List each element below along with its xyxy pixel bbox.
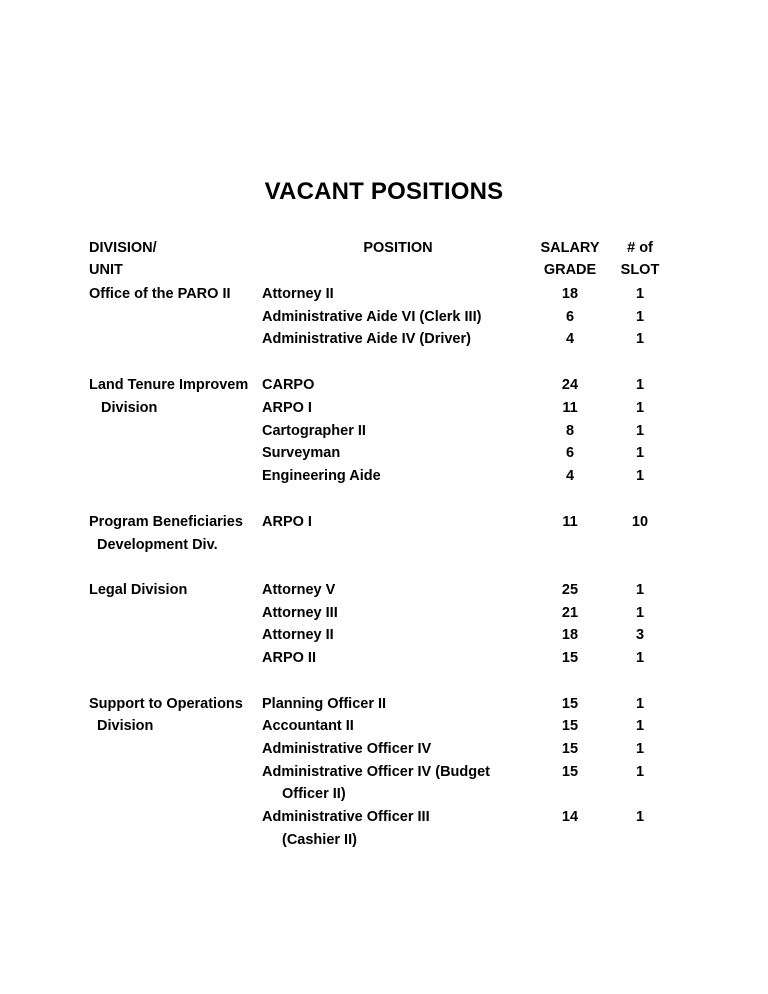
table-row-position: Planning Officer II bbox=[262, 696, 387, 712]
division-name: Program Beneficiaries bbox=[89, 514, 243, 530]
table-row-slots: 1 bbox=[635, 468, 645, 484]
table-row-grade: 6 bbox=[565, 445, 575, 461]
table-row-grade: 21 bbox=[561, 605, 579, 621]
division-name: Support to Operations bbox=[89, 696, 243, 712]
table-row-grade: 25 bbox=[561, 582, 579, 598]
table-row-position: ARPO I bbox=[262, 400, 312, 416]
table-row-position: Administrative Officer IV bbox=[262, 741, 432, 757]
table-row-grade: 24 bbox=[561, 377, 579, 393]
table-row-slots: 1 bbox=[635, 809, 645, 825]
table-row-slots: 3 bbox=[635, 627, 645, 643]
table-row-slots: 1 bbox=[635, 377, 645, 393]
table-row-grade: 8 bbox=[565, 423, 575, 439]
table-row-slots: 1 bbox=[635, 445, 645, 461]
table-row-slots: 1 bbox=[635, 582, 645, 598]
division-name: Office of the PARO II bbox=[89, 286, 231, 302]
division-name-cont: Development Div. bbox=[97, 537, 218, 553]
table-row-position: Attorney V bbox=[262, 582, 336, 598]
table-row-position: ARPO I bbox=[262, 514, 312, 530]
table-row-grade: 14 bbox=[561, 809, 579, 825]
table-row-grade: 15 bbox=[561, 696, 579, 712]
table-row-position-cont: (Cashier II) bbox=[282, 832, 357, 848]
table-row-slots: 1 bbox=[635, 741, 645, 757]
table-row-position-cont: Officer II) bbox=[282, 786, 346, 802]
table-row-position: Attorney III bbox=[262, 605, 338, 621]
table-row-position: Administrative Officer III bbox=[262, 809, 430, 825]
table-row-slots: 1 bbox=[635, 331, 645, 347]
table-row-position: Surveyman bbox=[262, 445, 341, 461]
header-position: POSITION bbox=[363, 240, 433, 256]
table-row-position: CARPO bbox=[262, 377, 315, 393]
header-grade-line2: GRADE bbox=[543, 262, 597, 278]
table-row-grade: 15 bbox=[561, 764, 579, 780]
table-row-slots: 1 bbox=[635, 286, 645, 302]
header-division-line2: UNIT bbox=[89, 262, 123, 278]
table-row-slots: 1 bbox=[635, 696, 645, 712]
table-row-grade: 4 bbox=[565, 331, 575, 347]
header-grade-line1: SALARY bbox=[540, 240, 600, 256]
division-name-cont: Division bbox=[97, 718, 154, 734]
table-row-slots: 1 bbox=[635, 718, 645, 734]
page-title: VACANT POSITIONS bbox=[264, 178, 504, 205]
table-row-position: Administrative Officer IV (Budget bbox=[262, 764, 491, 780]
table-row-grade: 11 bbox=[562, 400, 578, 416]
division-name: Land Tenure Improvem bbox=[89, 377, 249, 393]
header-division-line1: DIVISION/ bbox=[89, 240, 157, 256]
table-row-position: Attorney II bbox=[262, 286, 334, 302]
division-name-cont: Division bbox=[101, 400, 158, 416]
table-row-grade: 6 bbox=[565, 309, 575, 325]
table-row-slots: 1 bbox=[635, 423, 645, 439]
table-row-grade: 18 bbox=[561, 627, 579, 643]
table-row-position: Accountant II bbox=[262, 718, 354, 734]
table-row-position: Attorney II bbox=[262, 627, 334, 643]
table-row-slots: 1 bbox=[635, 309, 645, 325]
table-row-grade: 15 bbox=[561, 741, 579, 757]
table-row-position: ARPO II bbox=[262, 650, 316, 666]
table-row-grade: 15 bbox=[561, 718, 579, 734]
table-row-slots: 1 bbox=[635, 764, 645, 780]
table-row-position: Engineering Aide bbox=[262, 468, 381, 484]
table-row-grade: 18 bbox=[561, 286, 579, 302]
table-row-slots: 1 bbox=[635, 400, 645, 416]
table-row-slots: 1 bbox=[635, 605, 645, 621]
table-row-slots: 1 bbox=[635, 650, 645, 666]
table-row-grade: 11 bbox=[562, 514, 578, 530]
division-name: Legal Division bbox=[89, 582, 188, 598]
table-row-position: Administrative Aide VI (Clerk III) bbox=[262, 309, 482, 325]
table-row-position: Cartographer II bbox=[262, 423, 366, 439]
table-row-position: Administrative Aide IV (Driver) bbox=[262, 331, 471, 347]
table-row-grade: 4 bbox=[565, 468, 575, 484]
table-row-grade: 15 bbox=[561, 650, 579, 666]
header-slot-line1: # of bbox=[627, 240, 653, 256]
header-slot-line2: SLOT bbox=[620, 262, 660, 278]
table-row-slots: 10 bbox=[631, 514, 649, 530]
